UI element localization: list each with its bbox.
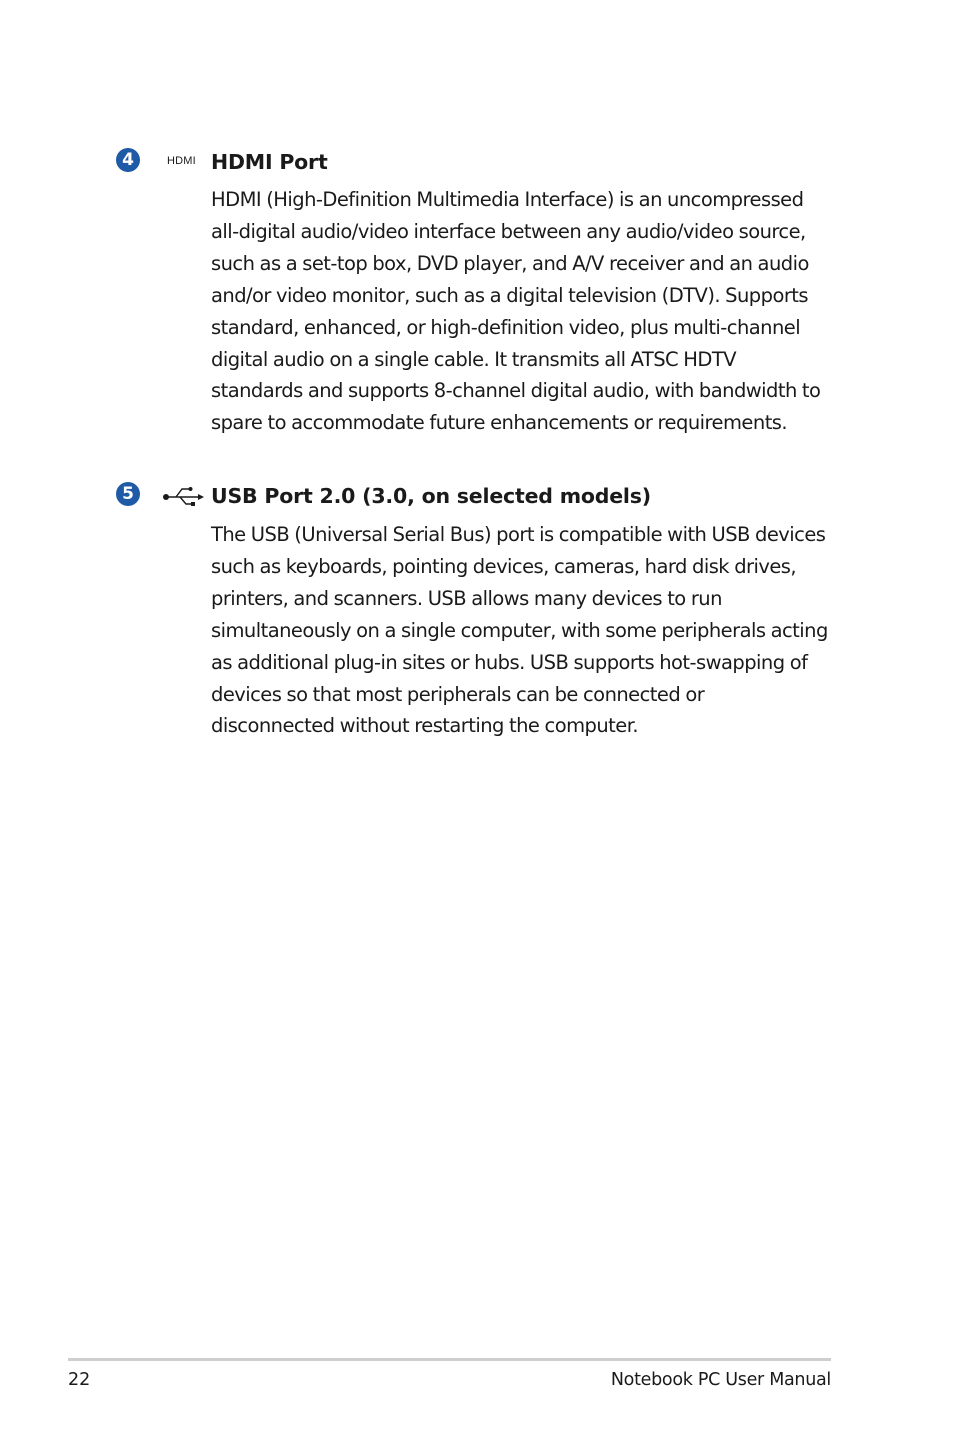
hdmi-icon: HDMI [167,155,196,167]
usb-icon [162,484,204,508]
section-description: The USB (Universal Serial Bus) port is compatible with USB devices such as keyboards, pointing devices, cameras, hard disk drives, printers, and scanners. USB allows many devices to run simultaneously on a single computer, with some peripherals acting as additional plug-in sites or hubs. USB supports hot-swapping of devices so that most peripherals can be connected or disconnected without restarting the computer. [211,523,828,738]
manual-title: Notebook PC User Manual [610,1370,831,1390]
section-description: HDMI (High-Definition Multimedia Interface) is an uncompressed all-digital audio/video interface between any audio/video source, such as a set-top box, DVD player, and A/V receiver and an audio and/or video monitor, such as a digital television (DTV). Supports standard, enhanced, or high-definition video, plus multi-channel digital audio on a single cable. It transmits all ATSC HDTV standards and supports 8-channel digital audio, with bandwidth to spare to accommodate future enhancements or requirements. [211,188,821,435]
item-number-badge: 4 [116,148,140,172]
footer-divider [68,1358,831,1361]
item-number-badge: 5 [116,482,140,506]
section-heading: HDMI Port [211,150,328,174]
page-number: 22 [68,1370,91,1390]
section-heading: USB Port 2.0 (3.0, on selected models) [211,484,651,508]
